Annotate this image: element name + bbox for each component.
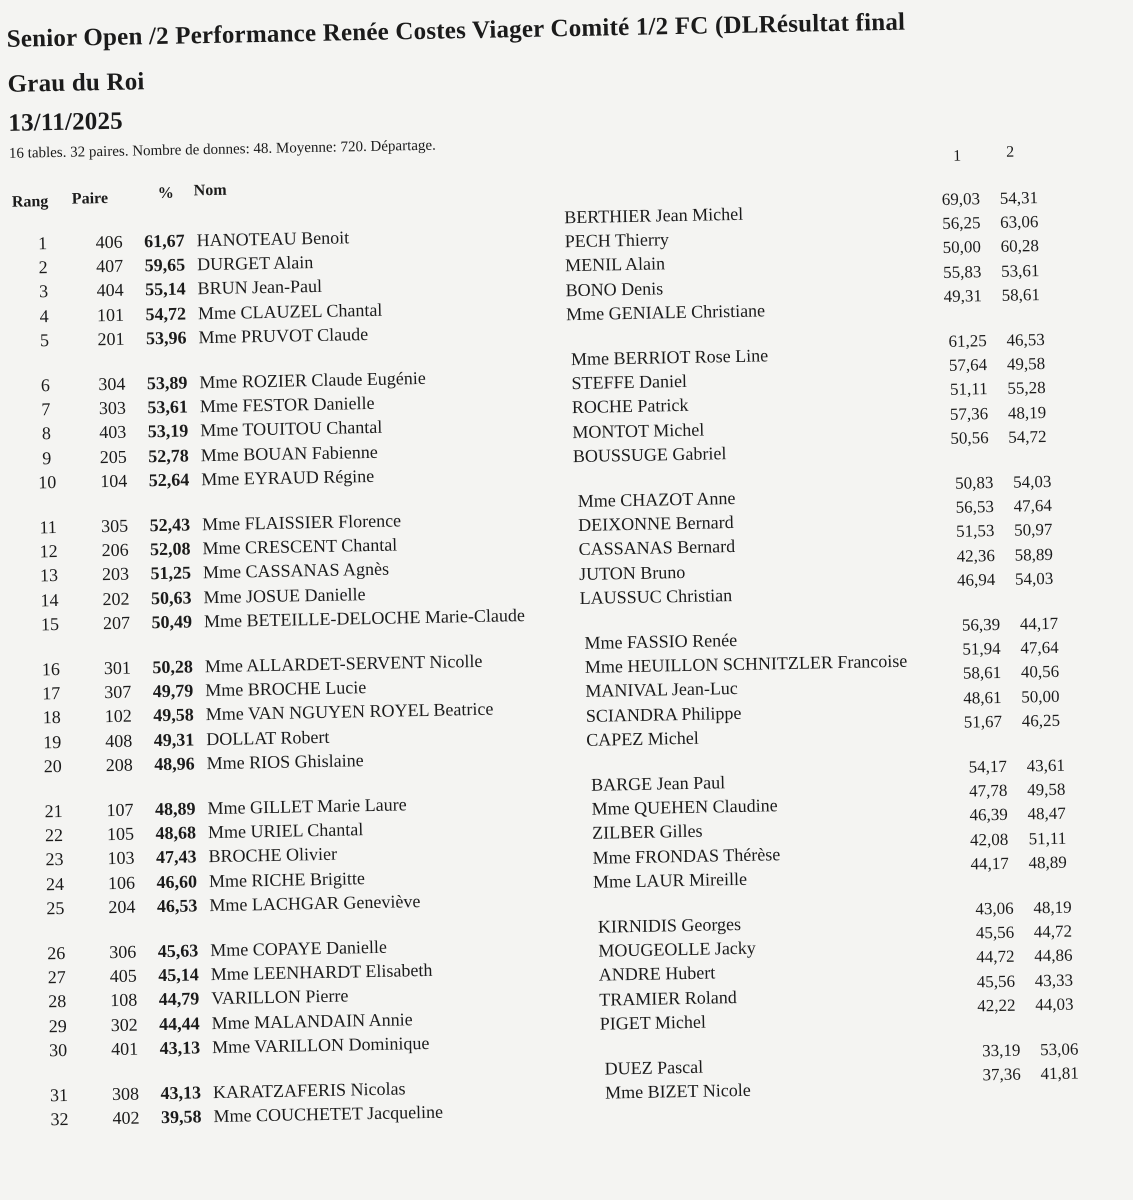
col-header-nom: Nom	[193, 181, 227, 200]
partner-name-cell: PIGET Michel	[599, 1011, 707, 1034]
session-1-score: 50,83	[955, 473, 994, 493]
rank-cell: 8	[41, 423, 52, 444]
tournament-summary: 16 tables. 32 paires. Nombre de donnes: 48. Moyenne: 720. Départage.	[8, 137, 437, 162]
partner-name-cell: MANIVAL Jean-Luc	[585, 678, 739, 702]
col-header-rang: Rang	[11, 193, 49, 211]
session-2-score: 54,03	[1013, 471, 1052, 492]
name-cell: Mme ALLARDET-SERVENT Nicolle	[204, 650, 483, 677]
pair-number-cell: 208	[105, 754, 133, 775]
session-1-score: 50,00	[942, 237, 982, 258]
pair-number-cell: 304	[98, 373, 126, 395]
partner-name-cell: BONO Denis	[565, 277, 664, 300]
pair-number-cell: 108	[110, 989, 138, 1011]
session-1-score: 33,19	[981, 1040, 1021, 1061]
session-2-score: 44,03	[1035, 994, 1074, 1015]
percentage-cell: 44,44	[158, 1012, 200, 1034]
partner-name-cell: BOUSSUGE Gabriel	[572, 442, 727, 466]
partner-name-cell: TRAMIER Roland	[599, 986, 737, 1010]
session-2-score: 54,31	[999, 188, 1039, 208]
location-title: Grau du Roi	[7, 68, 145, 98]
session-2-score: 53,06	[1039, 1039, 1079, 1060]
session-1-score: 49,31	[943, 286, 983, 306]
partner-name-cell: DEIXONNE Bernard	[577, 512, 734, 536]
name-cell: Mme TOUITOU Chantal	[200, 417, 383, 441]
rank-cell: 11	[39, 517, 57, 538]
session-1-score: 57,64	[948, 355, 988, 376]
rank-cell: 30	[48, 1039, 68, 1061]
rank-cell: 10	[38, 471, 57, 493]
rank-cell: 14	[40, 589, 59, 610]
partner-name-cell: ZILBER Gilles	[591, 821, 703, 844]
percentage-cell: 61,67	[143, 230, 185, 252]
session-2-score: 44,86	[1034, 945, 1073, 966]
rank-cell: 23	[45, 849, 64, 870]
pair-number-cell: 307	[104, 681, 132, 703]
session-2-score: 46,25	[1021, 710, 1061, 731]
percentage-cell: 51,25	[150, 562, 192, 584]
percentage-cell: 39,58	[160, 1106, 202, 1128]
percentage-cell: 49,58	[153, 704, 194, 726]
rank-cell: 21	[44, 800, 63, 822]
session-2-score: 58,89	[1014, 544, 1054, 565]
session-2-score: 50,00	[1021, 686, 1060, 707]
rank-cell: 25	[46, 897, 65, 919]
partner-name-cell: Mme BERRIOT Rose Line	[570, 345, 769, 370]
session-2-score: 51,11	[1028, 828, 1067, 848]
partner-name-cell: PECH Thierry	[564, 229, 670, 252]
session-2-score: 43,61	[1026, 755, 1066, 776]
percentage-cell: 45,14	[158, 964, 199, 986]
session-2-score: 47,64	[1013, 496, 1053, 516]
percentage-cell: 50,28	[152, 656, 194, 678]
session-2-score: 55,28	[1007, 378, 1046, 399]
session-1-score: 69,03	[941, 189, 981, 209]
session-1-score: 57,36	[949, 403, 989, 424]
partner-name-cell: MONTOT Michel	[572, 419, 705, 442]
date-title: 13/11/2025	[8, 107, 124, 137]
session-1-score: 51,53	[955, 521, 995, 542]
name-cell: Mme BETEILLE-DELOCHE Marie-Claude	[203, 604, 525, 631]
session-2-score: 48,47	[1027, 804, 1066, 824]
pair-number-cell: 302	[110, 1014, 138, 1035]
partner-name-cell: JUTON Bruno	[578, 561, 686, 584]
pair-number-cell: 303	[98, 397, 127, 419]
partner-name-cell: CAPEZ Michel	[586, 727, 699, 750]
session-1-score: 50,56	[950, 427, 989, 448]
percentage-cell: 48,96	[154, 753, 195, 774]
percentage-cell: 53,89	[146, 372, 188, 394]
pair-number-cell: 102	[104, 705, 132, 727]
percentage-cell: 48,68	[155, 822, 197, 844]
col-header-pct: %	[157, 184, 174, 203]
pair-number-cell: 406	[95, 231, 123, 253]
col-header-session-1: 1	[953, 147, 962, 165]
pair-number-cell: 206	[101, 539, 129, 561]
pair-number-cell: 407	[95, 255, 124, 277]
rank-cell: 12	[39, 541, 58, 562]
col-header-session-2: 2	[1005, 143, 1015, 161]
session-2-score: 48,19	[1007, 402, 1047, 423]
pair-number-cell: 301	[103, 657, 132, 679]
partner-name-cell: Mme QUEHEN Claudine	[591, 795, 778, 819]
percentage-cell: 52,78	[148, 445, 189, 466]
session-2-score: 44,17	[1019, 613, 1059, 634]
partner-name-cell: STEFFE Daniel	[571, 371, 688, 394]
percentage-cell: 50,63	[150, 587, 192, 608]
partner-name-cell: DUEZ Pascal	[604, 1056, 704, 1079]
percentage-cell: 43,13	[160, 1082, 202, 1104]
percentage-cell: 52,64	[148, 469, 190, 491]
percentage-cell: 47,43	[155, 846, 197, 868]
session-2-score: 49,58	[1026, 779, 1066, 800]
partner-name-cell: BARGE Jean Paul	[590, 772, 726, 795]
rank-cell: 1	[37, 233, 48, 254]
percentage-cell: 46,53	[156, 895, 198, 916]
name-cell: Mme RICHE Brigitte	[208, 867, 366, 891]
name-cell: BROCHE Olivier	[208, 844, 338, 867]
session-1-score: 48,61	[963, 687, 1002, 708]
rank-cell: 19	[43, 731, 62, 752]
percentage-cell: 43,13	[159, 1037, 201, 1058]
partner-name-cell: CASSANAS Bernard	[578, 536, 736, 560]
partner-name-cell: LAUSSUC Christian	[579, 584, 733, 608]
pair-number-cell: 404	[96, 280, 124, 301]
pair-number-cell: 201	[97, 328, 125, 349]
col-header-paire: Paire	[71, 189, 109, 208]
session-2-score: 58,61	[1001, 284, 1041, 305]
percentage-cell: 48,89	[154, 798, 196, 820]
session-1-score: 44,17	[970, 853, 1009, 874]
rank-cell: 32	[50, 1109, 69, 1130]
session-1-score: 42,08	[969, 829, 1009, 850]
rank-cell: 27	[47, 967, 66, 988]
rank-cell: 15	[40, 613, 60, 635]
session-2-score: 47,64	[1020, 637, 1059, 658]
session-1-score: 61,25	[948, 331, 987, 351]
rank-cell: 3	[38, 281, 49, 302]
session-2-score: 41,81	[1040, 1063, 1079, 1084]
rank-cell: 9	[42, 447, 52, 468]
partner-name-cell: Mme BIZET Nicole	[604, 1079, 751, 1103]
pair-number-cell: 104	[100, 470, 128, 491]
name-cell: DURGET Alain	[196, 252, 314, 275]
rank-cell: 26	[47, 942, 66, 964]
percentage-cell: 59,65	[144, 254, 186, 276]
pair-number-cell: 306	[109, 941, 137, 963]
partner-name-cell: Mme LAUR Mireille	[592, 868, 748, 892]
session-2-score: 63,06	[1000, 212, 1039, 233]
name-cell: Mme VARILLON Dominique	[211, 1032, 430, 1057]
percentage-cell: 50,49	[151, 611, 193, 633]
partner-name-cell: Mme CHAZOT Anne	[577, 487, 736, 511]
pair-number-cell: 103	[107, 847, 135, 869]
session-1-score: 51,11	[949, 379, 988, 400]
name-cell: Mme RIOS Ghislaine	[206, 749, 364, 773]
session-2-score: 46,53	[1006, 330, 1045, 350]
pair-number-cell: 105	[106, 823, 135, 845]
session-1-score: 46,39	[969, 805, 1009, 825]
pair-number-cell: 402	[112, 1107, 140, 1129]
percentage-cell: 45,63	[157, 940, 199, 962]
session-1-score: 51,94	[962, 639, 1001, 659]
pair-number-cell: 403	[99, 422, 127, 443]
percentage-cell: 46,60	[156, 870, 198, 892]
session-1-score: 55,83	[942, 261, 982, 282]
session-2-score: 54,72	[1008, 426, 1047, 447]
rank-cell: 13	[39, 565, 59, 586]
rank-cell: 20	[43, 755, 62, 777]
session-2-score: 60,28	[1000, 236, 1040, 257]
partner-name-cell: SCIANDRA Philippe	[585, 702, 742, 726]
rank-cell: 22	[44, 825, 64, 846]
name-cell: Mme COUCHETET Jacqueline	[213, 1101, 444, 1127]
name-cell: KARATZAFERIS Nicolas	[212, 1078, 406, 1103]
name-cell: Mme BOUAN Fabienne	[200, 441, 378, 465]
partner-name-cell: Mme FASSIO Renée	[584, 629, 738, 653]
partner-name-cell: MOUGEOLLE Jacky	[598, 937, 756, 961]
session-1-score: 37,36	[982, 1064, 1021, 1085]
pair-number-cell: 408	[105, 730, 133, 751]
name-cell: Mme JOSUE Danielle	[203, 583, 366, 607]
name-cell: Mme COPAYE Danielle	[210, 936, 388, 961]
session-1-score: 43,06	[975, 898, 1014, 919]
name-cell: Mme MALANDAIN Annie	[211, 1008, 413, 1033]
partner-name-cell: BERTHIER Jean Michel	[564, 203, 744, 228]
partner-name-cell: MENIL Alain	[565, 253, 666, 276]
percentage-cell: 52,43	[149, 514, 191, 536]
name-cell: Mme PRUVOT Claude	[198, 323, 369, 348]
session-1-score: 56,25	[942, 213, 981, 234]
name-cell: VARILLON Pierre	[211, 985, 349, 1009]
pair-number-cell: 204	[108, 896, 136, 917]
session-1-score: 46,94	[956, 569, 996, 590]
rank-cell: 16	[41, 658, 61, 680]
pair-number-cell: 203	[101, 564, 130, 585]
rank-cell: 24	[45, 873, 65, 894]
rank-cell: 31	[49, 1084, 69, 1106]
pair-number-cell: 205	[99, 446, 127, 467]
name-cell: Mme LEENHARDT Elisabeth	[210, 960, 433, 985]
session-1-score: 45,56	[975, 922, 1015, 943]
session-2-score: 49,58	[1006, 354, 1046, 374]
pair-number-cell: 106	[107, 872, 136, 893]
partner-name-cell: KIRNIDIS Georges	[597, 913, 742, 937]
pair-number-cell: 308	[111, 1083, 140, 1105]
session-2-score: 43,33	[1034, 970, 1074, 990]
session-1-score: 56,53	[955, 497, 995, 517]
name-cell: Mme FESTOR Danielle	[199, 393, 375, 417]
session-1-score: 42,36	[956, 545, 996, 566]
session-1-score: 44,72	[976, 947, 1015, 967]
pair-number-cell: 305	[100, 515, 129, 537]
session-1-score: 42,22	[977, 995, 1016, 1016]
page-title: Senior Open /2 Performance Renée Costes Viager Comité 1/2 FC (DLRésultat final	[6, 8, 906, 53]
pair-number-cell: 107	[106, 799, 134, 821]
percentage-cell: 49,31	[153, 729, 195, 750]
rank-cell: 7	[41, 399, 51, 420]
session-2-score: 54,03	[1014, 568, 1054, 589]
name-cell: Mme LACHGAR Geneviève	[209, 890, 421, 915]
pair-number-cell: 401	[110, 1038, 139, 1059]
percentage-cell: 55,14	[144, 278, 186, 300]
session-2-score: 40,56	[1020, 662, 1060, 682]
percentage-cell: 52,08	[149, 538, 191, 560]
session-1-score: 58,61	[962, 663, 1002, 684]
percentage-cell: 53,61	[147, 396, 189, 418]
name-cell: Mme BROCHE Lucie	[205, 677, 367, 701]
session-1-score: 47,78	[968, 780, 1008, 801]
name-cell: Mme GILLET Marie Laure	[207, 794, 407, 819]
session-1-score: 45,56	[976, 971, 1016, 992]
rank-cell: 6	[40, 375, 51, 396]
session-2-score: 53,61	[1000, 260, 1040, 281]
name-cell: Mme FLAISSIER Florence	[201, 510, 402, 535]
rank-cell: 2	[38, 257, 48, 278]
rank-cell: 4	[39, 305, 49, 326]
name-cell: Mme CASSANAS Agnès	[202, 559, 390, 583]
name-cell: Mme CLAUZEL Chantal	[197, 299, 383, 323]
rank-cell: 17	[42, 683, 61, 704]
partner-name-cell: ANDRE Hubert	[598, 962, 716, 986]
name-cell: DOLLAT Robert	[206, 726, 330, 749]
partner-name-cell: ROCHE Patrick	[571, 395, 689, 418]
rank-cell: 28	[48, 991, 67, 1012]
session-1-score: 51,67	[963, 711, 1003, 732]
session-1-score: 54,17	[968, 756, 1008, 777]
pair-number-cell: 101	[96, 304, 125, 325]
percentage-cell: 49,79	[152, 680, 194, 702]
name-cell: Mme CRESCENT Chantal	[202, 534, 398, 559]
partner-name-cell: Mme HEUILLON SCHNITZLER Francoise	[584, 650, 908, 678]
partner-name-cell: Mme FRONDAS Thérèse	[592, 843, 781, 868]
percentage-cell: 54,72	[145, 303, 187, 324]
pair-number-cell: 405	[109, 965, 137, 987]
pair-number-cell: 202	[102, 588, 130, 609]
name-cell: Mme ROZIER Claude Eugénie	[199, 367, 426, 393]
name-cell: Mme VAN NGUYEN ROYEL Beatrice	[205, 699, 494, 725]
name-cell: Mme EYRAUD Régine	[201, 465, 375, 490]
pair-number-cell: 207	[102, 612, 131, 633]
partner-name-cell: Mme GENIALE Christiane	[565, 300, 766, 324]
name-cell: Mme URIEL Chantal	[207, 819, 364, 843]
name-cell: HANOTEAU Benoit	[196, 227, 350, 251]
rank-cell: 29	[48, 1015, 67, 1036]
session-2-score: 48,19	[1033, 897, 1072, 918]
rank-cell: 18	[42, 707, 61, 728]
percentage-cell: 53,19	[147, 420, 189, 442]
percentage-cell: 53,96	[145, 327, 187, 349]
session-1-score: 56,39	[961, 614, 1001, 635]
session-2-score: 50,97	[1013, 520, 1053, 541]
session-2-score: 48,89	[1028, 852, 1067, 873]
rank-cell: 5	[39, 329, 50, 351]
name-cell: BRUN Jean-Paul	[197, 276, 323, 299]
session-2-score: 44,72	[1033, 921, 1073, 942]
percentage-cell: 44,79	[158, 988, 200, 1010]
